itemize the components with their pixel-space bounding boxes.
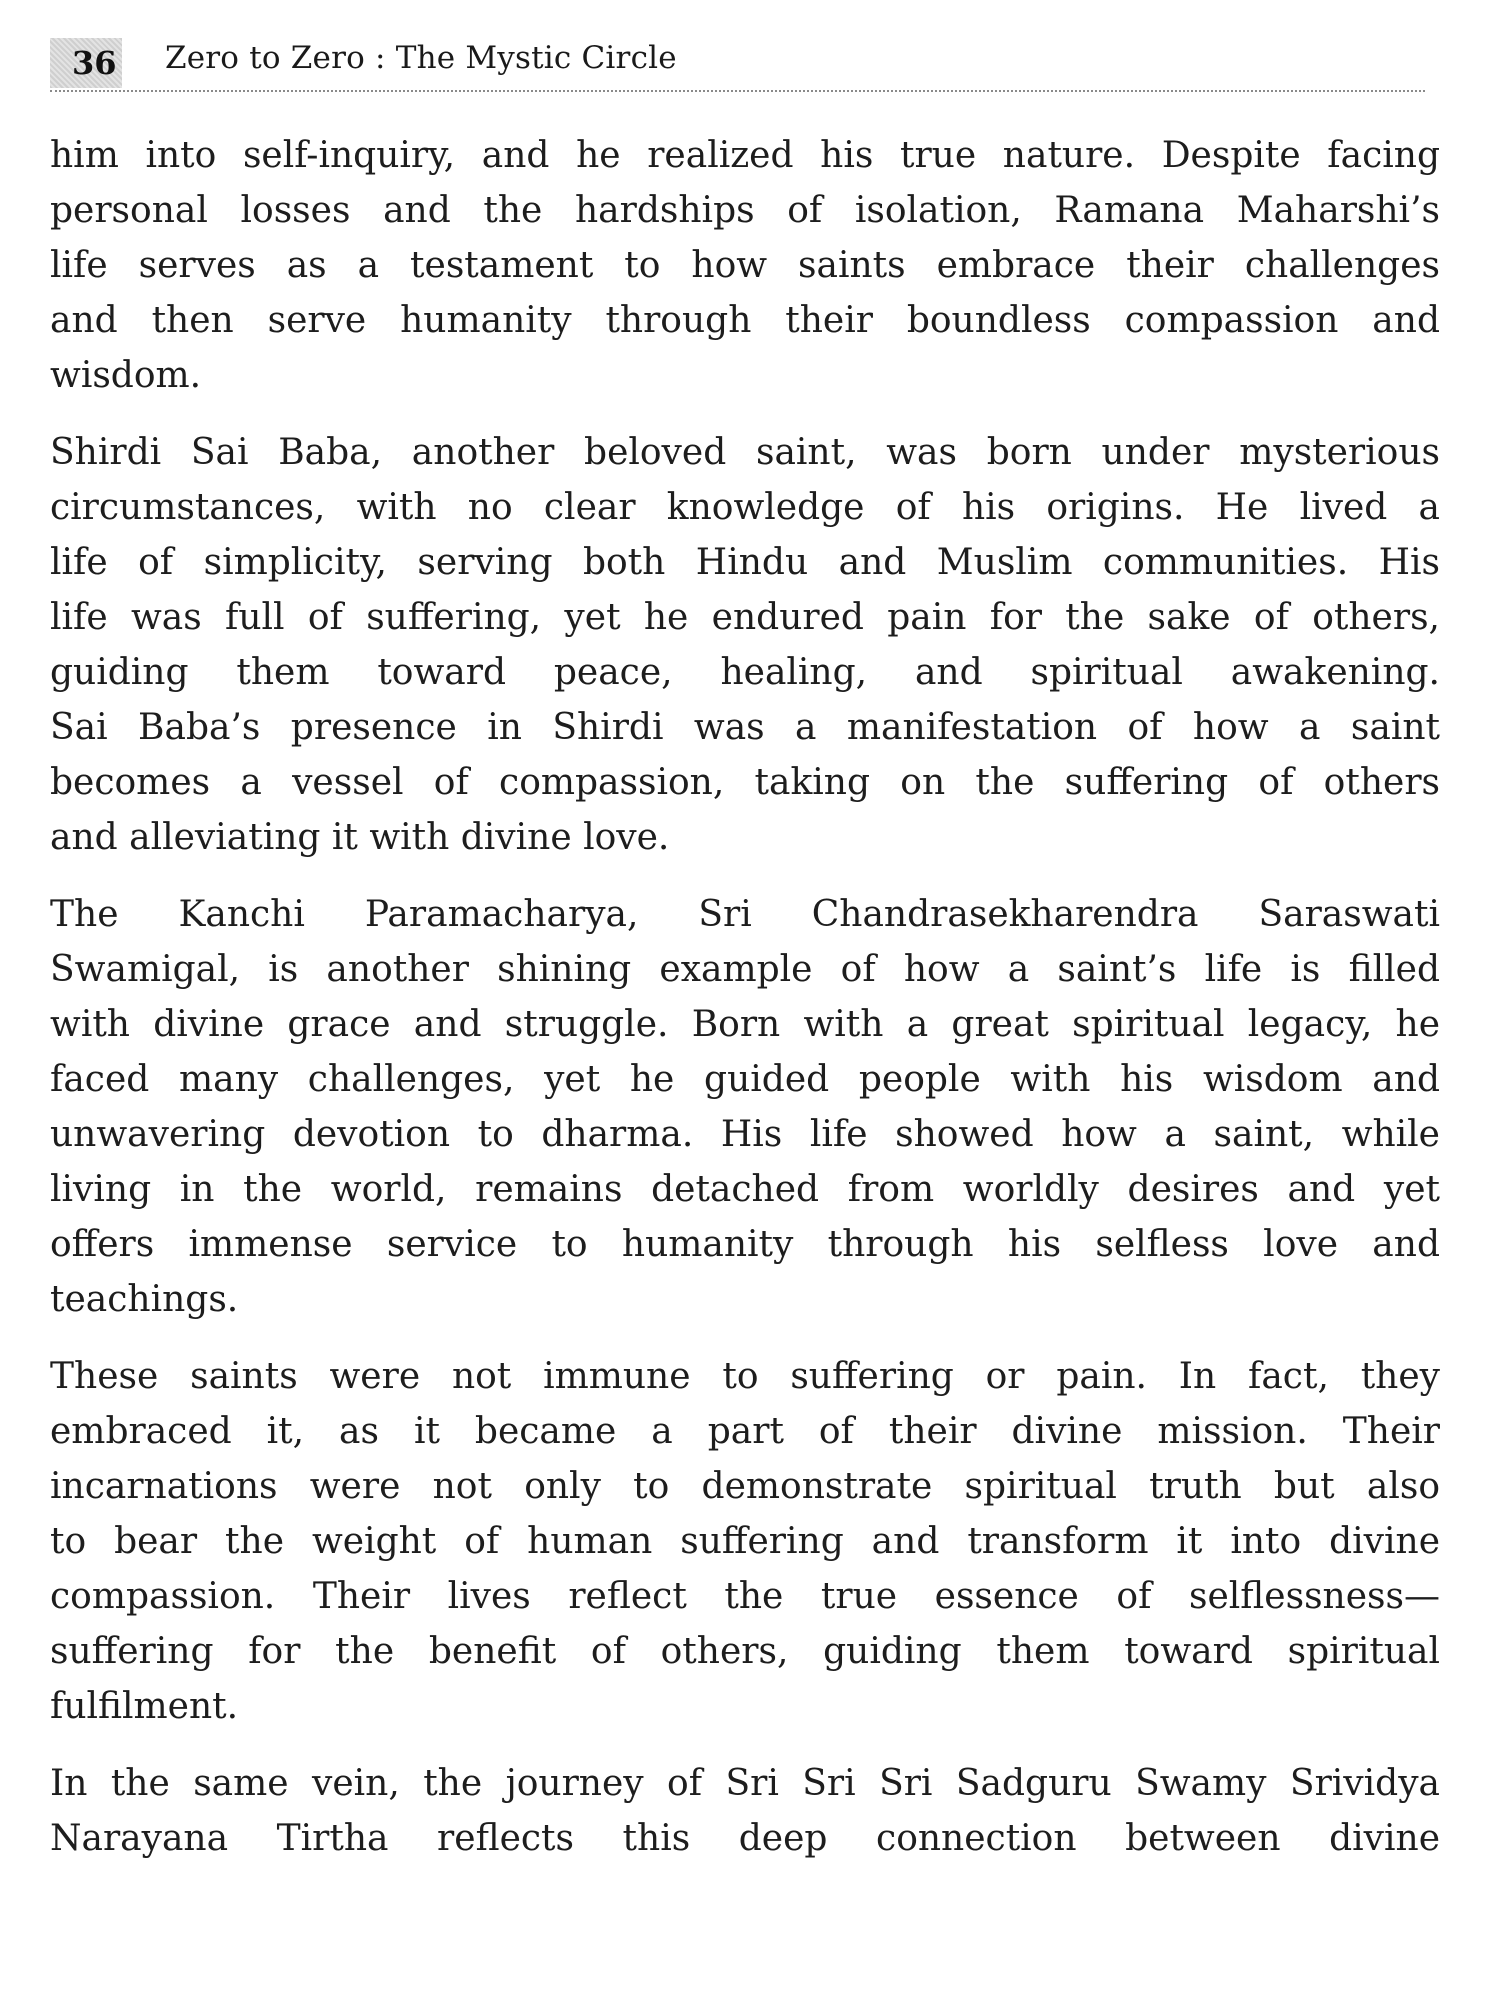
text-line: faced many challenges, yet he guided people with his wisdom and	[50, 1059, 1440, 1100]
text-line: personal losses and the hardships of isolation, Ramana Maharshi’s	[50, 190, 1440, 231]
text-line: and then serve humanity through their boundless compassion and	[50, 300, 1440, 341]
text-line: unwavering devotion to dharma. His life showed how a saint, while	[50, 1114, 1440, 1155]
text-line: embraced it, as it became a part of their divine mission. Their	[50, 1411, 1440, 1452]
text-line: teachings.	[50, 1279, 239, 1320]
text-line: him into self-inquiry, and he realized his true nature. Despite facing	[50, 135, 1440, 176]
text-line: with divine grace and struggle. Born with a great spiritual legacy, he	[50, 1004, 1440, 1045]
text-line: life serves as a testament to how saints embrace their challenges	[50, 245, 1440, 286]
page-number-box	[50, 38, 122, 88]
text-line: These saints were not immune to suffering or pain. In fact, they	[50, 1356, 1440, 1397]
page-number: 36	[72, 44, 117, 82]
text-line: incarnations were not only to demonstrate spiritual truth but also	[50, 1466, 1440, 1507]
body-text	[50, 128, 1440, 1888]
text-line: and alleviating it with divine love.	[50, 817, 670, 858]
text-line: Narayana Tirtha reflects this deep connection between divine	[50, 1818, 1440, 1859]
paragraph-saints-suffering	[50, 1349, 1440, 1734]
text-line: to bear the weight of human suffering and transform it into divine	[50, 1521, 1440, 1562]
paragraph-kanchi-paramacharya	[50, 887, 1440, 1327]
text-line: Sai Baba’s presence in Shirdi was a manifestation of how a saint	[50, 707, 1440, 748]
paragraph-ramana-maharshi	[50, 128, 1440, 403]
book-title: Zero to Zero : The Mystic Circle	[165, 40, 677, 76]
paragraph-srividya-narayana-tirtha	[50, 1756, 1440, 1866]
text-line: offers immense service to humanity through his selfless love and	[50, 1224, 1440, 1265]
text-line: guiding them toward peace, healing, and spiritual awakening.	[50, 652, 1440, 693]
text-line: life was full of suffering, yet he endured pain for the sake of others,	[50, 597, 1440, 638]
text-line: In the same vein, the journey of Sri Sri Sri Sadguru Swamy Srividya	[50, 1763, 1440, 1804]
text-line: becomes a vessel of compassion, taking on the suffering of others	[50, 762, 1440, 803]
text-line: wisdom.	[50, 355, 202, 396]
text-line: Swamigal, is another shining example of how a saint’s life is filled	[50, 949, 1440, 990]
text-line: circumstances, with no clear knowledge of his origins. He lived a	[50, 487, 1440, 528]
paragraph-shirdi-sai-baba	[50, 425, 1440, 865]
text-line: living in the world, remains detached from worldly desires and yet	[50, 1169, 1440, 1210]
text-line: compassion. Their lives reflect the true essence of selflessness—	[50, 1576, 1440, 1617]
text-line: Shirdi Sai Baba, another beloved saint, was born under mysterious	[50, 432, 1440, 473]
running-header	[50, 38, 1425, 92]
text-line: suffering for the benefit of others, guiding them toward spiritual	[50, 1631, 1440, 1672]
text-line: life of simplicity, serving both Hindu and Muslim communities. His	[50, 542, 1440, 583]
text-line: fulfilment.	[50, 1686, 239, 1727]
text-line: The Kanchi Paramacharya, Sri Chandrasekharendra Saraswati	[50, 894, 1440, 935]
